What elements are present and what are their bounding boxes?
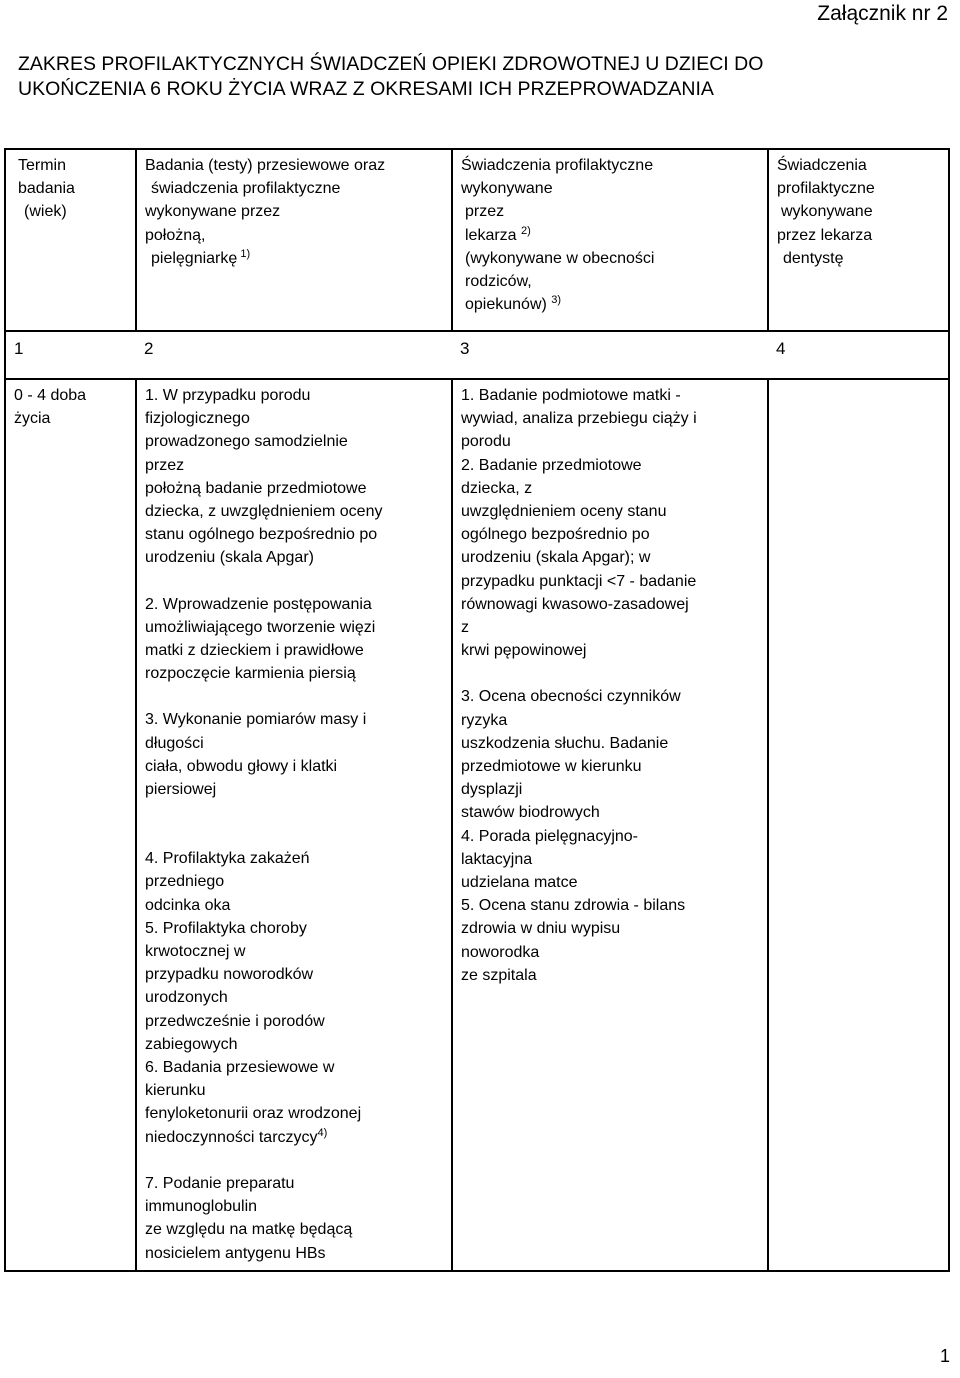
nurse-line: 1. W przypadku porodu [145, 387, 311, 404]
table-header-row [5, 149, 949, 331]
nurse-line: zabiegowych [145, 1035, 238, 1053]
header-dentist-line: przez lekarza [777, 226, 873, 244]
doctor-line: 3. Ocena obecności czynników [461, 688, 681, 706]
nurse-line: dziecka, z uwzględnieniem oceny [145, 503, 383, 521]
doctor-line: 5. Ocena stanu zdrowia - bilans [461, 897, 686, 915]
doctor-line: udzielana matce [461, 874, 578, 892]
col-number-1-text: 1 [14, 339, 24, 358]
doctor-line: noworodka [461, 943, 540, 961]
footnote-4-mark: 4) [317, 1126, 328, 1139]
nurse-line: przez [145, 456, 185, 474]
nurse-line: matki z dzieckiem i prawidłowe [145, 642, 364, 660]
header-doctor-line: wykonywane [461, 180, 553, 198]
header-nurse-line: położną, [145, 226, 206, 244]
doctor-line: ryzyka [461, 711, 508, 729]
col-number-2-text: 2 [144, 339, 154, 358]
doctor-item-1-2 [461, 384, 761, 662]
age-line: życia [14, 410, 51, 428]
header-doctor-line: Świadczenia profilaktyczne [461, 157, 654, 174]
nurse-line: 2. Wprowadzenie postępowania [145, 595, 372, 613]
doctor-line: przypadku punktacji <7 - badanie [461, 572, 697, 590]
column-number-row [5, 331, 949, 379]
doctor-services-cell [452, 379, 768, 1271]
nurse-line: rozpoczęcie karmienia piersią [145, 665, 356, 683]
header-doctor-line [461, 293, 761, 316]
age-line: 0 - 4 doba [14, 387, 87, 404]
nurse-line: przedwcześnie i porodów [145, 1012, 325, 1030]
header-age-line: badania [18, 180, 75, 198]
doctor-line: uszkodzenia słuchu. Badanie [461, 734, 669, 752]
header-nurse-text [137, 150, 451, 270]
header-nurse-line: wykonywane przez [145, 203, 281, 221]
header-dentist-text [769, 150, 948, 270]
nurse-line: fizjologicznego [145, 410, 250, 428]
page-number: 1 [939, 1346, 950, 1366]
nurse-services-cell [136, 379, 452, 1271]
header-doctor-line: rodziców, [465, 273, 532, 291]
footnote-3-mark: 3) [551, 294, 562, 307]
doctor-line: porodu [461, 433, 511, 451]
doctor-line: wywiad, analiza przebiegu ciąży i [461, 410, 697, 428]
doctor-line: zdrowia w dniu wypisu [461, 920, 621, 938]
nurse-item-6-end [145, 1126, 445, 1149]
nurse-line: nosicielem antygenu HBs [145, 1244, 326, 1262]
header-doctor-text [453, 150, 767, 316]
doctor-line: urodzeniu (skala Apgar); w [461, 549, 651, 567]
header-nurse [136, 149, 452, 331]
header-doctor-line: (wykonywane w obecności [465, 249, 655, 267]
nurse-item-1 [145, 384, 445, 570]
nurse-line: 3. Wykonanie pomiarów masy i [145, 711, 367, 729]
col-number-1 [5, 331, 136, 379]
age-cell [5, 379, 136, 1271]
doctor-line: stawów biodrowych [461, 804, 600, 822]
title-line-1: ZAKRES PROFILAKTYCZNYCH ŚWIADCZEŃ OPIEKI ZDROWOTNEJ U DZIECI DO [18, 53, 764, 75]
doctor-line: dziecka, z [461, 479, 533, 497]
doctor-line: 4. Porada pielęgnacyjno- [461, 827, 639, 845]
nurse-item-3 [145, 708, 445, 801]
nurse-line: urodzeniu (skala Apgar) [145, 549, 314, 567]
header-nurse-line: Badania (testy) przesiewowe oraz [145, 157, 386, 174]
nurse-line: krwotocznej w [145, 943, 246, 961]
header-nurse-line: świadczenia profilaktyczne [151, 180, 341, 198]
nurse-line: urodzonych [145, 989, 228, 1007]
header-dentist [768, 149, 949, 331]
doctor-line: ze szpitala [461, 966, 537, 984]
nurse-services-text [137, 380, 451, 1265]
nurse-line: umożliwiającego tworzenie więzi [145, 618, 376, 636]
nurse-item-6-tail: niedoczynności tarczycy [145, 1128, 318, 1146]
nurse-line: immunoglobulin [145, 1198, 258, 1216]
doctor-line: ogólnego bezpośrednio po [461, 526, 650, 544]
col-number-3-text: 3 [460, 339, 470, 358]
doctor-line: 2. Badanie przedmiotowe [461, 456, 642, 474]
nurse-line: odcinka oka [145, 896, 231, 914]
header-age-line: (wiek) [24, 203, 67, 221]
nurse-line: stanu ogólnego bezpośrednio po [145, 526, 378, 544]
nurse-line: długości [145, 734, 204, 752]
header-dentist-line: wykonywane [781, 203, 873, 221]
header-dentist-line: Świadczenia [777, 157, 867, 174]
table-row [5, 379, 949, 1271]
col-number-2 [136, 331, 452, 379]
col-number-4-text: 4 [776, 339, 786, 358]
nurse-line: 7. Podanie preparatu [145, 1174, 295, 1192]
nurse-line: fenyloketonurii oraz wrodzonej [145, 1105, 362, 1123]
col-number-4 [768, 331, 949, 379]
nurse-line: przedniego [145, 873, 225, 891]
nurse-line: prowadzonego samodzielnie [145, 433, 348, 451]
doctor-line: laktacyjna [461, 850, 533, 868]
nurse-line: 6. Badania przesiewowe w [145, 1059, 335, 1077]
schedule-table [4, 148, 950, 1272]
doctor-line: krwi pępowinowej [461, 642, 587, 660]
nurse-line: kierunku [145, 1082, 206, 1100]
nurse-item-2 [145, 593, 445, 686]
header-nurse-line: pielęgniarkę $^{1)}$ [151, 247, 251, 267]
annex-label: Załącznik nr 2 [817, 2, 948, 25]
nurse-item-4-6 [145, 847, 445, 1125]
header-age-text [6, 150, 135, 224]
nurse-line: 5. Profilaktyka choroby [145, 919, 307, 937]
header-doctor-line: przez [465, 203, 505, 221]
header-doctor-line [461, 224, 761, 247]
doctor-item-3-5 [461, 685, 761, 987]
doctor-line: przedmiotowe w kierunku [461, 758, 642, 776]
nurse-line: ciała, obwodu głowy i klatki [145, 757, 338, 775]
nurse-line: ze względu na matkę będącą [145, 1221, 353, 1239]
footnote-2-mark: 2) [521, 224, 531, 237]
nurse-line: położną badanie przedmiotowe [145, 479, 367, 497]
doctor-line: dysplazji [461, 781, 523, 799]
header-doctor-lekarza: lekarza [465, 226, 517, 244]
doctor-line: równowagi kwasowo-zasadowej [461, 595, 689, 613]
header-age-line: Termin [18, 157, 67, 174]
dentist-services-cell [768, 379, 949, 1271]
doctor-line: 1. Badanie podmiotowe matki - [461, 387, 681, 404]
header-doctor-opiekunow: opiekunów) [465, 296, 547, 314]
doctor-line: z [461, 619, 469, 637]
header-dentist-line: dentystę [783, 249, 844, 267]
age-text [6, 380, 135, 430]
nurse-line: piersiowej [145, 781, 217, 799]
footnote-1-mark: 1) [237, 247, 251, 260]
title-line-2: UKOŃCZENIA 6 ROKU ŻYCIA WRAZ Z OKRESAMI ICH PRZEPROWADZANIA [18, 78, 714, 100]
nurse-item-7 [145, 1172, 445, 1265]
nurse-line: 4. Profilaktyka zakażeń [145, 850, 310, 868]
col-number-3 [452, 331, 768, 379]
header-doctor [452, 149, 768, 331]
header-dentist-line: profilaktyczne [777, 180, 875, 198]
document-title [18, 52, 958, 102]
doctor-services-text [453, 380, 767, 987]
header-age [5, 149, 136, 331]
doctor-line: uwzględnieniem oceny stanu [461, 503, 667, 521]
nurse-line: przypadku noworodków [145, 966, 314, 984]
